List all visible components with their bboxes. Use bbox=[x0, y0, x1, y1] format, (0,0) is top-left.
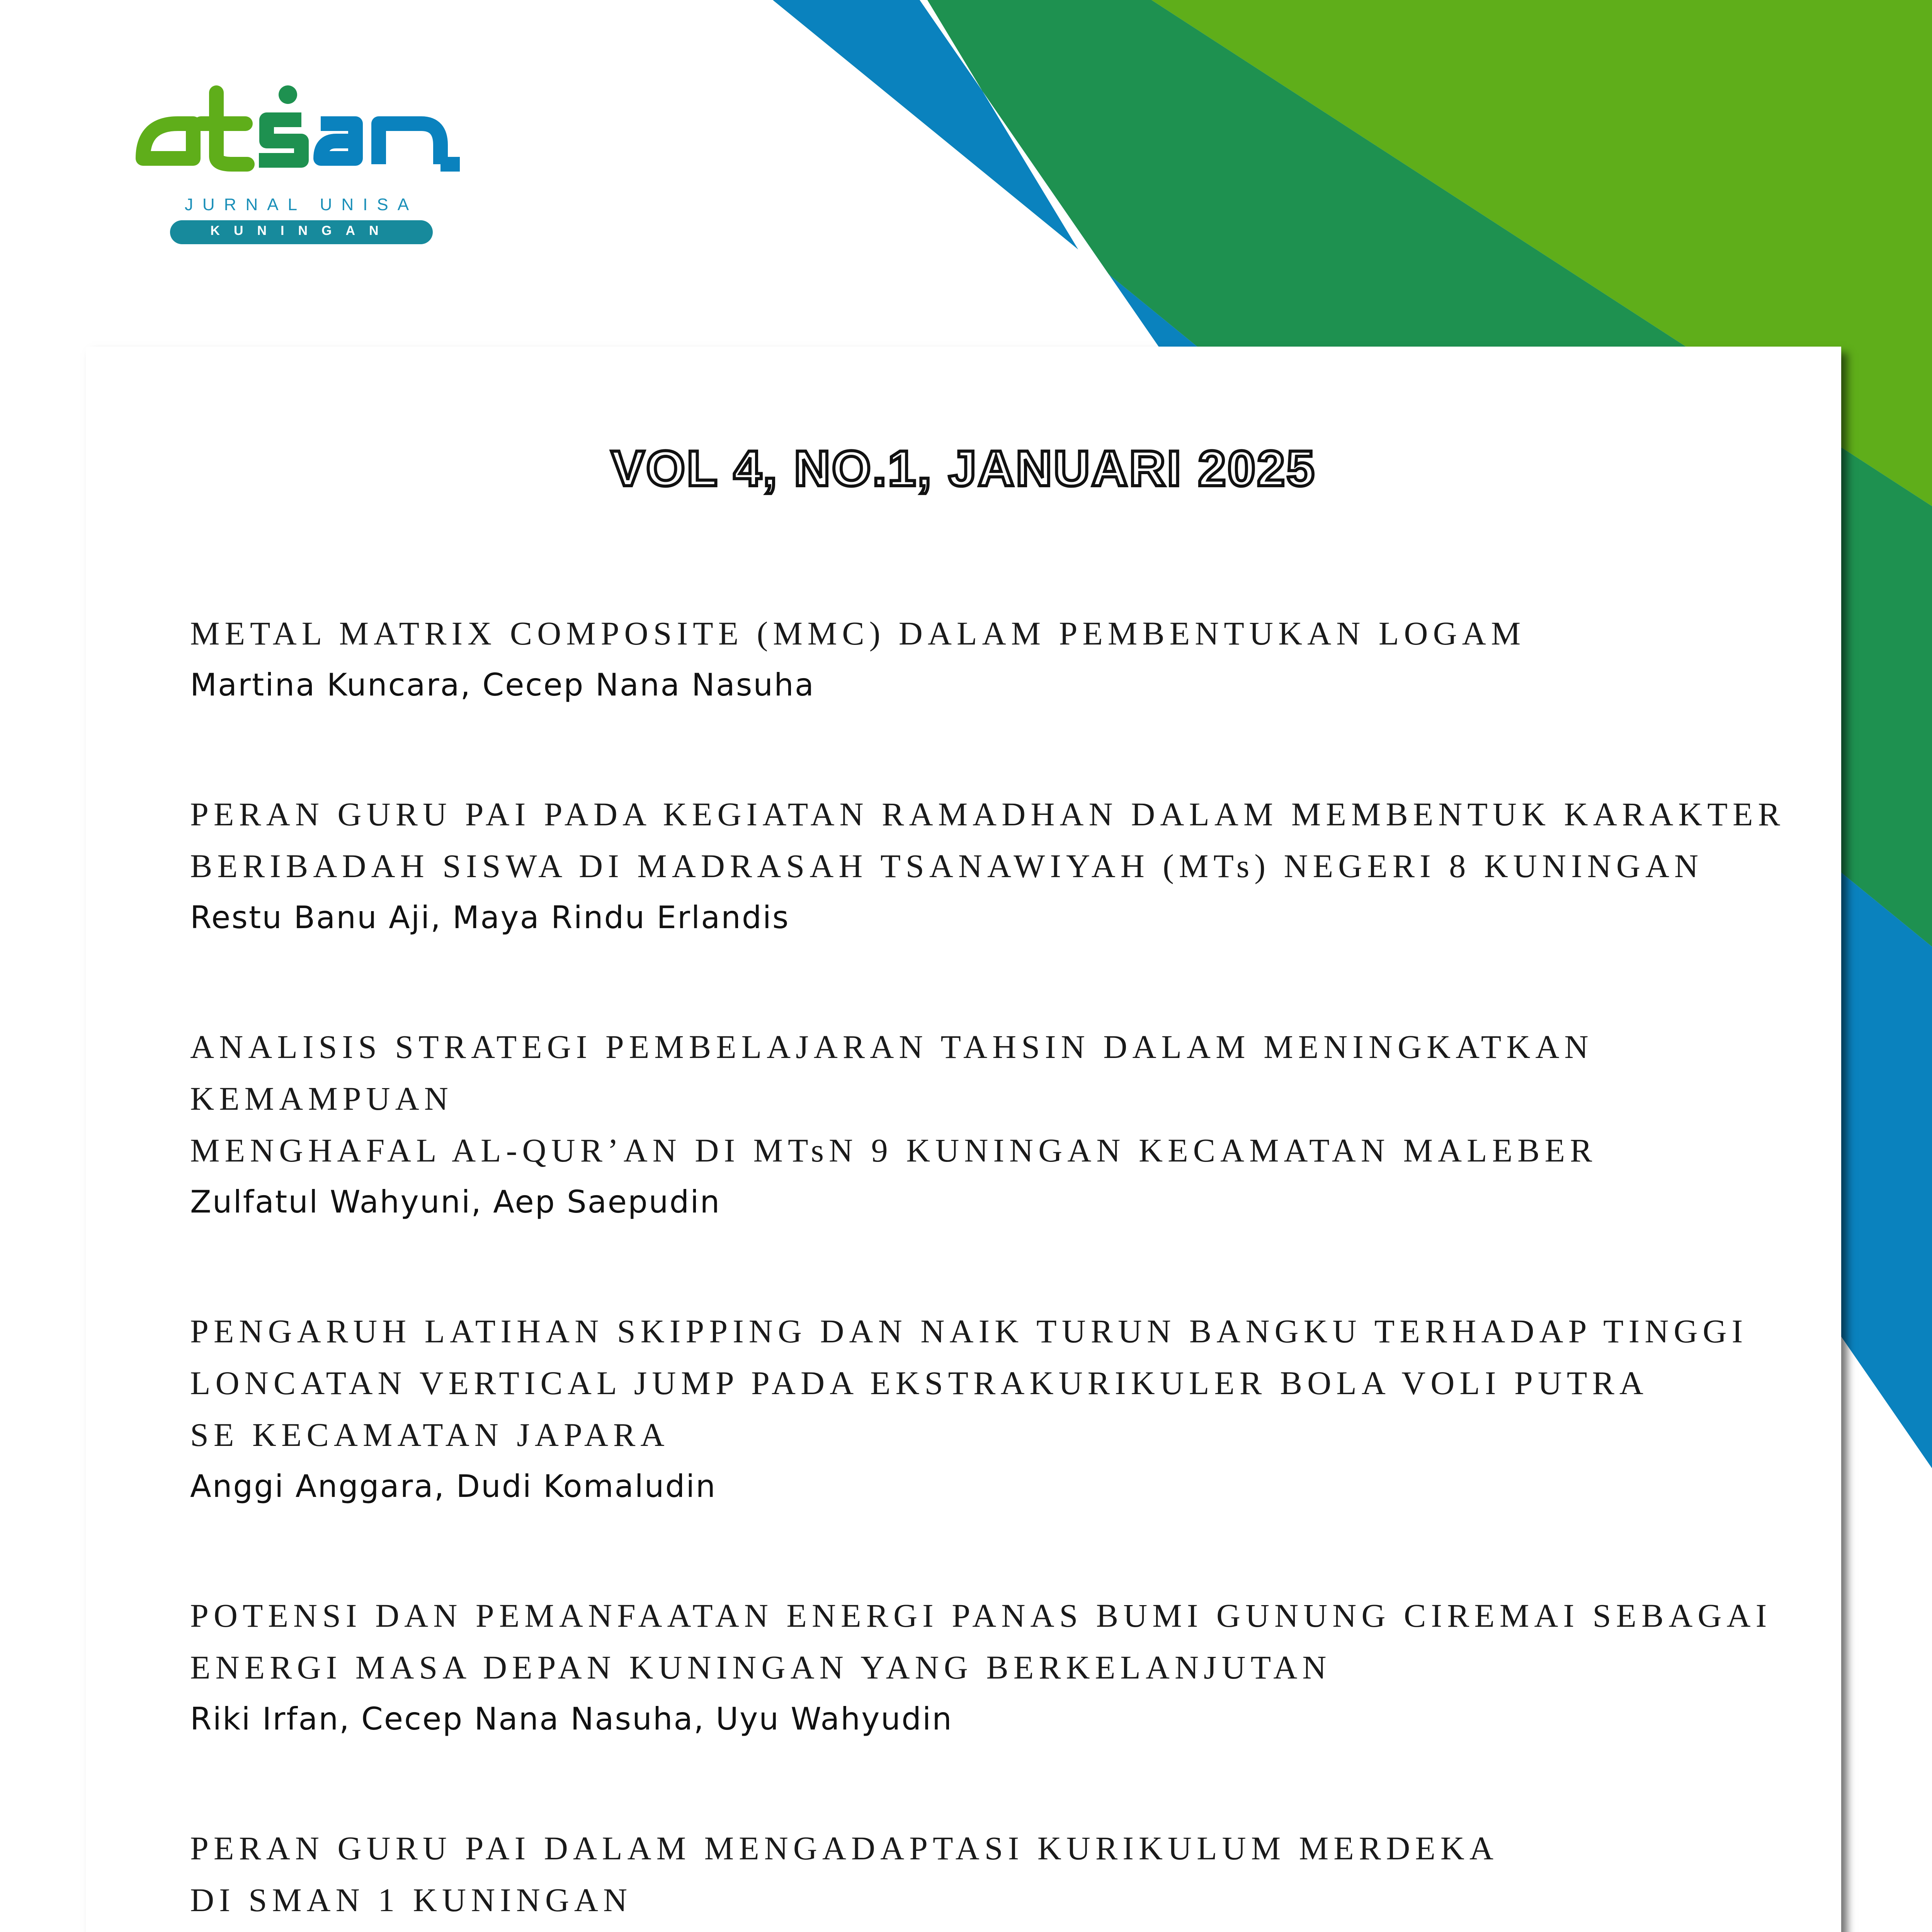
logo-a1 bbox=[143, 124, 193, 158]
article-title: POTENSI DAN PEMANFAATAN ENERGI PANAS BUMI GUNUNG CIREMAI SEBAGAI ENERGI MASA DEPAN KUNINGAN YANG BERKELANJUTAN bbox=[190, 1597, 1772, 1686]
logo-badge-text: KUNINGAN bbox=[210, 223, 393, 238]
logo-t bbox=[201, 93, 247, 164]
article-entry bbox=[190, 1305, 1813, 1512]
journal-logo bbox=[135, 77, 464, 251]
logo-badge bbox=[170, 220, 433, 244]
article-authors: Martina Kuncara, Cecep Nana Nasuha bbox=[190, 667, 815, 703]
article-entry bbox=[190, 1822, 1813, 1932]
logo-s bbox=[259, 120, 301, 160]
table-of-contents-card bbox=[86, 347, 1841, 1932]
article-authors: Riki Irfan, Cecep Nana Nasuha, Uyu Wahyudin bbox=[190, 1701, 953, 1737]
volume-title: VOL 4, NO.1, JANUARI 2025 bbox=[611, 440, 1316, 497]
logo-subtitle: JURNAL UNISA bbox=[184, 195, 418, 214]
logo-n bbox=[379, 124, 460, 164]
logo-dot bbox=[279, 85, 297, 104]
logo-a2 bbox=[321, 124, 355, 158]
atsar-logo-mark bbox=[135, 77, 464, 178]
article-list bbox=[190, 607, 1813, 1932]
article-authors: Anggi Anggara, Dudi Komaludin bbox=[190, 1468, 717, 1504]
article-authors: Zulfatul Wahyuni, Aep Saepudin bbox=[190, 1184, 721, 1220]
article-authors: Restu Banu Aji, Maya Rindu Erlandis bbox=[190, 900, 790, 935]
article-title: PENGARUH LATIHAN SKIPPING DAN NAIK TURUN BANGKU TERHADAP TINGGI LONCATAN VERTICAL JUMP PADA EKSTRAKURIKULER BOLA VOLI PUTRA SE KECAMATAN JAPARA bbox=[190, 1313, 1748, 1453]
article-title: PERAN GURU PAI DALAM MENGADAPTASI KURIKULUM MERDEKA DI SMAN 1 KUNINGAN bbox=[190, 1830, 1498, 1918]
article-entry bbox=[190, 788, 1813, 944]
article-title: PERAN GURU PAI PADA KEGIATAN RAMADHAN DALAM MEMBENTUK KARAKTER BERIBADAH SISWA DI MADRASAH TSANAWIYAH (MTs) NEGERI 8 KUNINGAN bbox=[190, 796, 1785, 884]
article-entry bbox=[190, 1021, 1813, 1228]
article-title: METAL MATRIX COMPOSITE (MMC) DALAM PEMBENTUKAN LOGAM bbox=[190, 615, 1526, 652]
article-entry bbox=[190, 1590, 1813, 1745]
article-entry bbox=[190, 607, 1813, 711]
article-title: ANALISIS STRATEGI PEMBELAJARAN TAHSIN DALAM MENINGKATKAN KEMAMPUAN MENGHAFAL AL-QUR’AN DI MTsN 9 KUNINGAN KECAMATAN MALEBER bbox=[190, 1028, 1597, 1169]
article-authors bbox=[190, 1926, 1813, 1932]
